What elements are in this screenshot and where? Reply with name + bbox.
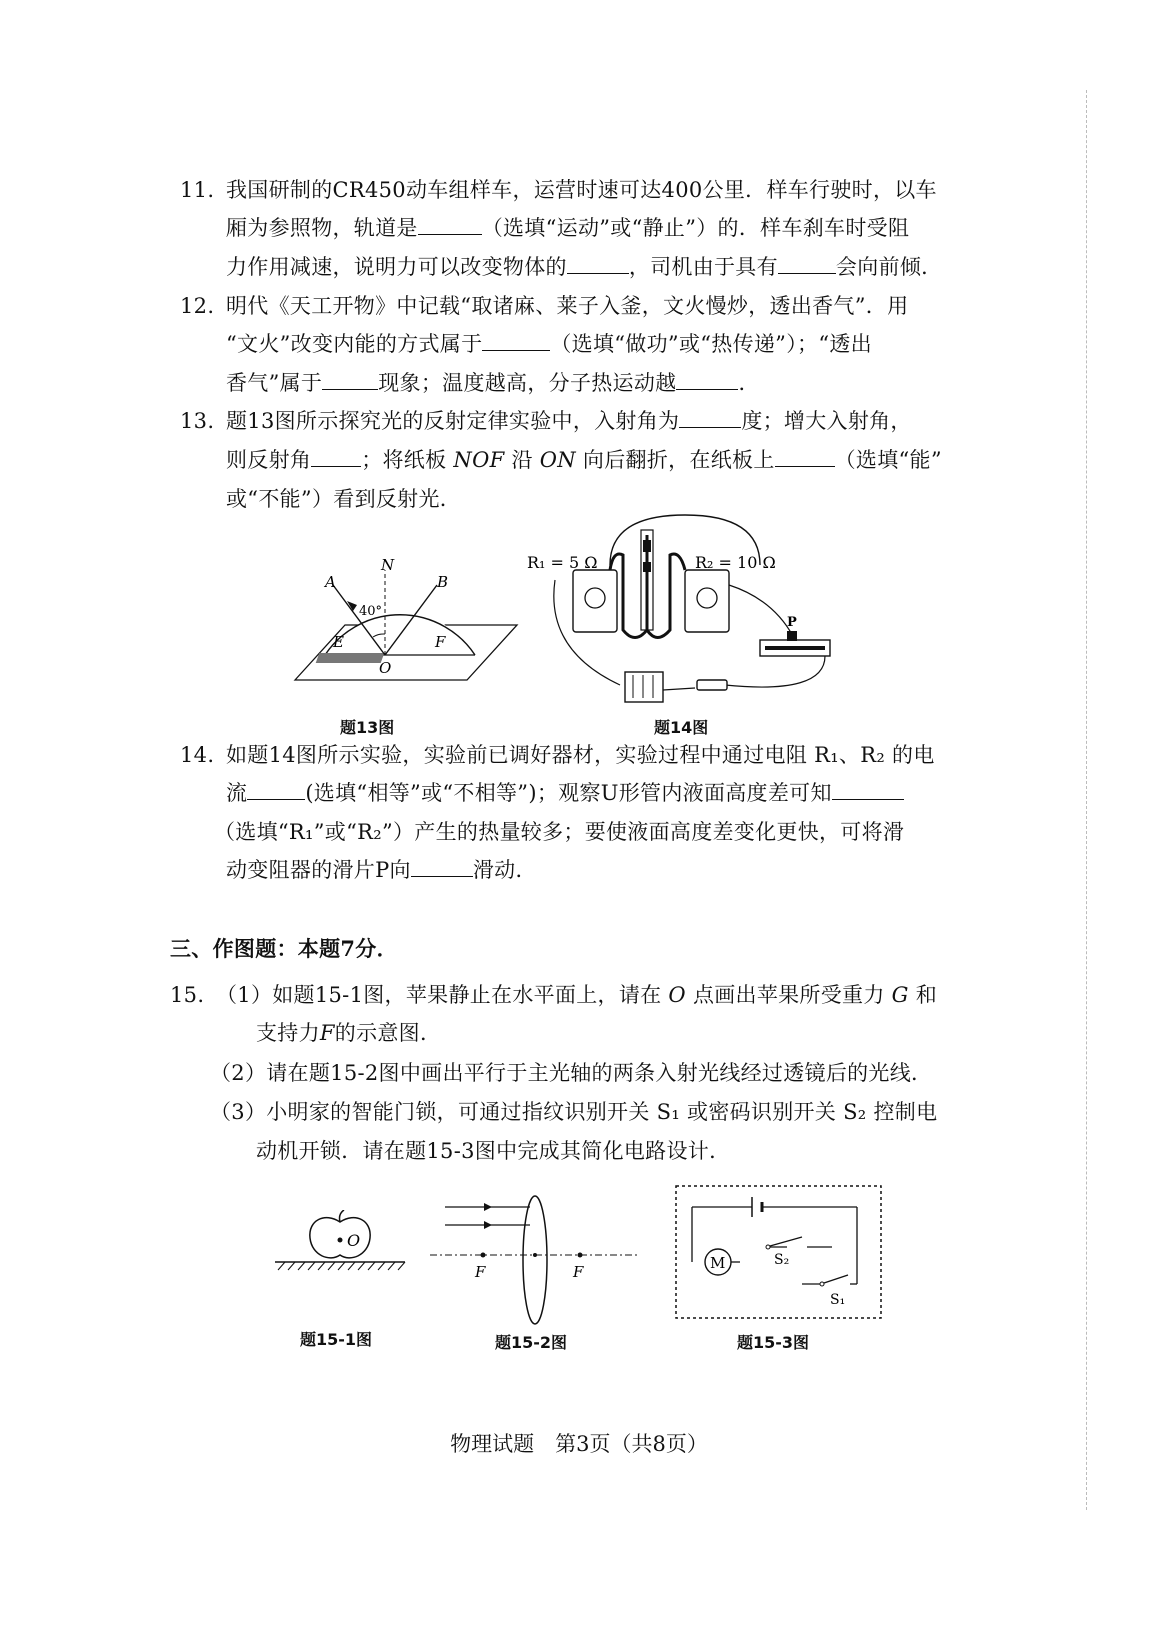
answer-blank[interactable] <box>567 253 629 274</box>
label-O: O <box>347 1231 361 1250</box>
q12-line1: 12. 明代《天工开物》中记载“取诸麻、莱子入釜，文火慢炒，透出香气”．用 <box>180 291 908 321</box>
figure-13-caption: 题13图 <box>340 718 395 737</box>
q11-line2: 厢为参照物，轨道是 （选填“运动”或“静止”）的．样车刹车时受阻 <box>226 216 910 240</box>
q11-number: 11. <box>180 178 215 202</box>
answer-blank[interactable] <box>676 369 738 390</box>
answer-blank[interactable] <box>832 779 904 800</box>
q11-line1: 11. 我国研制的CR450动车组样车，运营时速可达400公里．样车行驶时，以车 <box>180 175 937 205</box>
figure-15-2-caption: 题15-2图 <box>495 1333 568 1352</box>
figure-14-caption: 题14图 <box>654 718 709 737</box>
q13-line1: 13. 题13图所示探究光的反射定律实验中，入射角为 度；增大入射角， <box>180 406 912 436</box>
q13-line2: 则反射角 ；将纸板 NOF 沿 ON 向后翻折，在纸板上 （选填“能” <box>226 448 942 472</box>
answer-blank[interactable] <box>775 446 835 467</box>
label-F-left: F <box>475 1263 486 1281</box>
label-F: F <box>435 633 446 651</box>
label-B: B <box>437 573 449 591</box>
label-M: M <box>710 1254 726 1272</box>
answer-blank[interactable] <box>679 407 741 428</box>
label-R2: R₂ = 10 Ω <box>695 553 776 572</box>
label-O: O <box>379 659 392 677</box>
answer-blank[interactable] <box>418 214 482 235</box>
label-angle: 40° <box>359 604 383 619</box>
figure-15-1-caption: 题15-1图 <box>300 1330 373 1349</box>
figure-15-3-caption: 题15-3图 <box>737 1333 810 1352</box>
label-A: A <box>325 573 336 591</box>
q14-line4: 动变阻器的滑片P向 滑动． <box>226 858 537 882</box>
label-S1: S₁ <box>830 1292 846 1308</box>
answer-blank[interactable] <box>311 446 361 467</box>
label-R1: R₁ = 5 Ω <box>527 553 598 572</box>
answer-blank[interactable] <box>482 330 550 351</box>
point-O-marker <box>338 1238 343 1243</box>
figure-15-2-lens <box>430 1195 645 1325</box>
label-P: P <box>787 615 797 630</box>
label-N: N <box>381 556 395 574</box>
q15-part3-line1: （3）小明家的智能门锁，可通过指纹识别开关 S₁ 或密码识别开关 S₂ 控制电 <box>210 1100 938 1124</box>
figure-14-joule-heat-apparatus <box>525 510 845 710</box>
q15-part3-line2: 动机开锁．请在题15-3图中完成其简化电路设计． <box>256 1139 731 1163</box>
figure-15-1-apple <box>270 1210 410 1280</box>
section-3-heading: 三、作图题：本题7分． <box>170 936 398 961</box>
figure-15-3-circuit <box>672 1182 887 1322</box>
page-footer: 物理试题 第3页（共8页） <box>450 1432 708 1456</box>
answer-blank[interactable] <box>322 369 378 390</box>
q14-line3: （选填“R₁”或“R₂”）产生的热量较多；要使液面高度差变化更快，可将滑 <box>214 820 905 844</box>
figure-13-reflection-diagram <box>285 555 525 710</box>
label-F-right: F <box>573 1263 584 1281</box>
q15-part1-line1: 15. （1）如题15-1图，苹果静止在水平面上，请在 O 点画出苹果所受重力 G 和 <box>170 980 937 1010</box>
q13-number: 13. <box>180 409 215 433</box>
q15-part1-line2: 支持力F的示意图． <box>256 1021 442 1045</box>
answer-blank[interactable] <box>778 253 836 274</box>
q15-part2: （2）请在题15-2图中画出平行于主光轴的两条入射光线经过透镜后的光线． <box>210 1061 933 1085</box>
answer-blank[interactable] <box>247 779 305 800</box>
q12-line2: “文火”改变内能的方式属于 （选填“做功”或“热传递”）；“透出 <box>226 332 872 356</box>
q12-number: 12. <box>180 294 215 318</box>
q14-number: 14. <box>180 743 215 767</box>
q15-number: 15. <box>170 983 205 1007</box>
label-E: E <box>333 633 344 651</box>
q12-line3: 香气”属于 现象；温度越高，分子热运动越 ． <box>226 371 760 395</box>
page-edge-line <box>1086 90 1087 1510</box>
q14-line2: 流 (选填“相等”或“不相等”)；观察U形管内液面高度差可知 <box>226 778 904 808</box>
q14-line1: 14. 如题14图所示实验，实验前已调好器材，实验过程中通过电阻 R₁、R₂ 的电 <box>180 740 935 770</box>
label-S2: S₂ <box>774 1252 790 1268</box>
q11-line3: 力作用减速，说明力可以改变物体的 ，司机由于具有 会向前倾． <box>226 255 943 279</box>
q13-line3: 或“不能”）看到反射光． <box>226 487 462 511</box>
answer-blank[interactable] <box>411 856 473 877</box>
